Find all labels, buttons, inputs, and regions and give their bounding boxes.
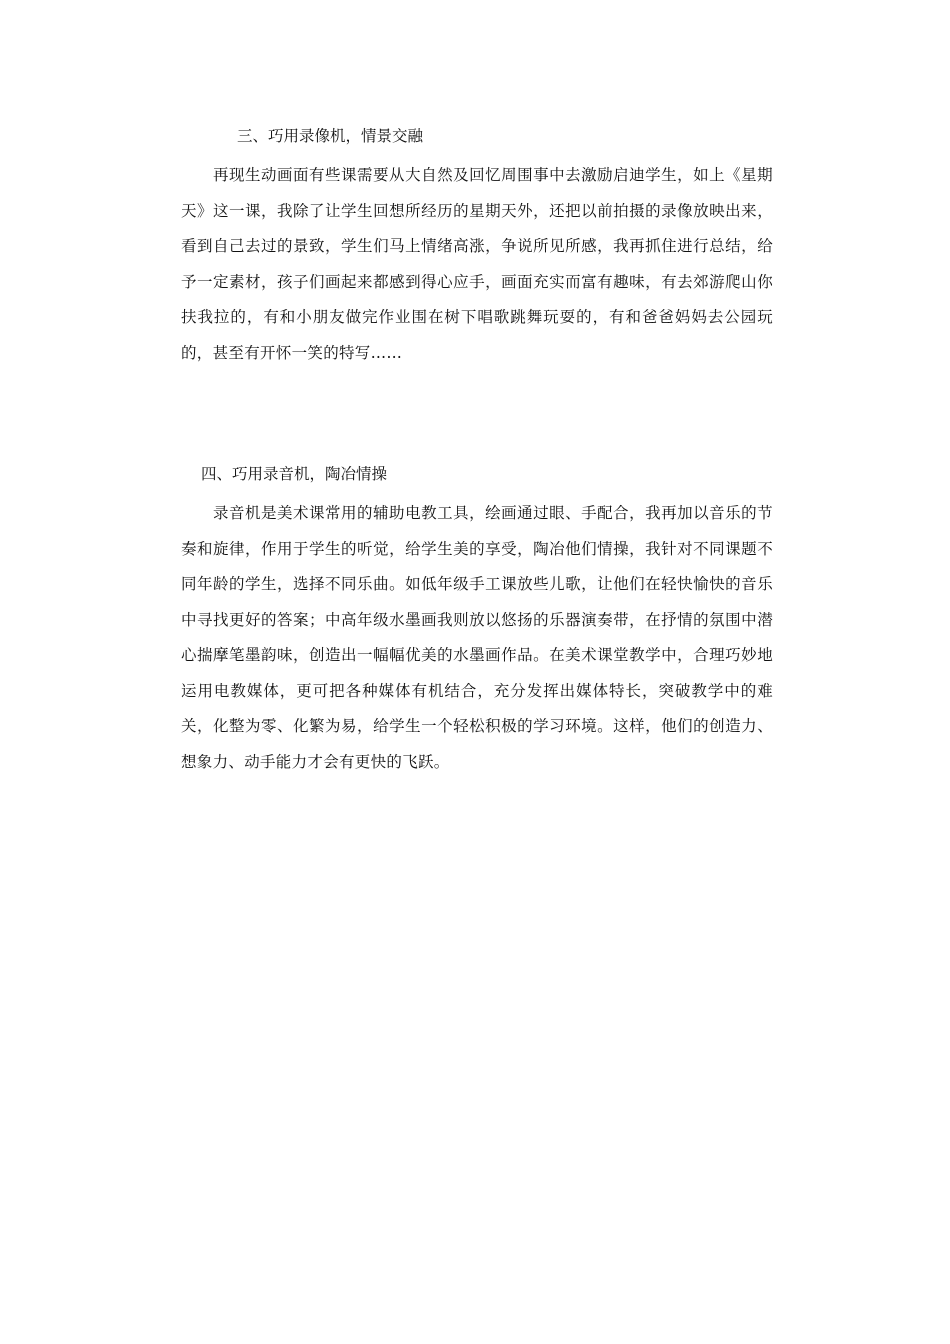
section-paragraph: 录音机是美术课常用的辅助电教工具，绘画通过眼、手配合，我再加以音乐的节奏和旋律，作用于学生的听觉，给学生美的享受，陶冶他们情操，我针对不同课题不同年龄的学生，选择不同乐曲。如低年级手工课放些儿歌，让他们在轻快愉快的音乐中寻找更好的答案；中高年级水墨画我则放以悠扬的乐器演奏带，在抒情的氛围中潜心揣摩笔墨韵味，创造出一幅幅优美的水墨画作品。在美术课堂教学中，合理巧妙地运用电教媒体，更可把各种媒体有机结合，充分发挥出媒体特长，突破教学中的难关，化整为零、化繁为易，给学生一个轻松积极的学习环境。这样，他们的创造力、想象力、动手能力才会有更快的飞跃。: [181, 504, 773, 771]
section-audio-recorder: [181, 460, 773, 780]
section-video-recorder: [181, 122, 773, 371]
section-heading: 三、巧用录像机，情景交融: [237, 127, 424, 145]
section-paragraph: 再现生动画面有些课需要从大自然及回忆周围事中去激励启迪学生，如上《星期天》这一课，我除了让学生回想所经历的星期天外，还把以前拍摄的录像放映出来，看到自己去过的景致，学生们马上情绪高涨，争说所见所感，我再抓住进行总结，给予一定素材，孩子们画起来都感到得心应手，画面充实而富有趣味，有去郊游爬山你扶我拉的，有和小朋友做完作业围在树下唱歌跳舞玩耍的，有和爸爸妈妈去公园玩的，甚至有开怀一笑的特写……: [181, 166, 773, 362]
section-heading: 四、巧用录音机，陶冶情操: [201, 465, 388, 483]
